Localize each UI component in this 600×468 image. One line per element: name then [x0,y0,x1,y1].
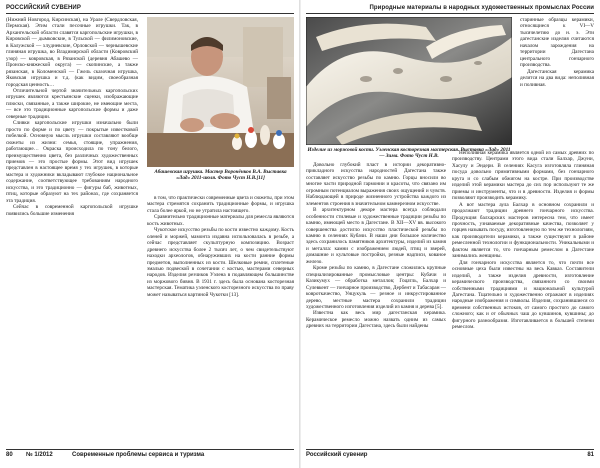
paragraph: Отличительной чертой значительных каргопольских игрушек являются крестьянские сценки, изображающие плюски, связанные, а также широкие, не имеющие места, — все это традиционные каргопольские формы и даже северные традиции. [6,87,138,120]
right-top-rule [306,13,594,14]
bone-carving-photo [306,17,512,145]
left-running-head: РОССИЙСКИЙ СУВЕНИР [6,5,81,11]
left-column-2 [147,195,294,447]
paragraph: Для гончарного искусства является то, что почти все основные цеха были известны на весь Кавказ. Составители изделий, а также изделия древности, изготовление керамического производства, связанного со своими собственными традициями и национальной культурой Дагестана. Тщательно и художественно отражают в изделиях народные изображения и символы. Изделия, сохранившиеся со времени собственных истоков, от самого простого до самого сложного; как и от обычных чаш до кувшинов, кувшины; до фигурного разнообразия. Изготавливается в большей степени ремеслом. [452,259,594,331]
paragraph: Кроме резьбы по камню, в Дагестане сложились крупные специализированные промысловые центры: Кубачи и Казикумух — обработка металлов; Гоцатль, Балхар и Сулевкент — гончарное производство, Дербент и Табасаран — ковроткачество, Унцукуль — резное и инкрустированное дерево, местные мастера сохранили традиции художественного изготовления изделий из камня и дерева [5]. [306,265,446,310]
left-bottom-rule [6,449,294,450]
paragraph: Сливки каргопольские игрушки изначально были просто по форме и по цвету — покрытые известковой побелкой. Основную мысль игрушки составляют вообще сюжеты из жизни: семья, стоящие, упражнения, работающие… Окраска происходила по тону белого, преимущественно цвета, без различных художественных приемов — это простые формы. Этот вид игрушек представлен в настоящее время у тех игрушек, в которые мастера и художники вкладывают глубокое национальное содержание, соответствующее требованиям народного искусства, и это традиционно — фигуры баб, животных, птиц, которые образуют на тех районах, где сохраняется эта традиция. [6,120,138,204]
paragraph: А вот мастера аула Балхар в основном сохранили и продолжают традиции древнего гончарного искусства. Продукция балхарских мастеров интересна тем, что имеет прочность, узнаваемые декоративные качества, позволяет у горцев называть посуду, изготовленную по тем же технологиям, как производители керамики, а также существуют в районе ремесленной технологии и функциональности. Уникальными и фактом является то, что гончарным ремеслом в Дагестане занимались женщины. [452,201,594,260]
issue-number: № 1/2012 [26,452,53,458]
paragraph: Неполивная керамика является одной из самых древних по производству. Центрами этого вида стали Балхар, Джуни, Хасулу и Эндери. В селениях Касуга изготовляла глиняная посуда довольно примитивными формами, без гончарного круга и со слабым обжигом на костре. При производстве изделий этой керамики мастера до сих пор используют те же приемы и инструменты, что и в древности. Изделия и формы позволяют производить керамику. [452,150,594,202]
right-bottom-rule [306,449,594,450]
journal-title: Современные проблемы сервиса и туризма [72,452,205,458]
craftsman-photo [147,17,294,167]
left-page-number: 80 [6,452,13,458]
right-column-2-top [520,17,594,162]
right-page-number: 81 [587,452,594,458]
paragraph: Сейчас в современной каргопольской игрушке появились большие изменения [6,204,138,217]
left-photo-caption: Абашевская игрушка. Мастер Воронёнков В.А. Выставка «Лад» 2011-июля. Фото Чуст Н.В.[11] [154,169,287,182]
right-column-2 [452,150,594,447]
left-top-rule [6,13,294,14]
paragraph: Дагестанская керамика делится на два вида: неполивная и поливная. [520,68,594,88]
right-page [300,0,600,468]
right-footer-label: Российский сувенир [306,452,368,458]
left-column-1 [6,17,138,447]
craftsman-photo-image [147,17,294,167]
paragraph: (Нижний Новгород, Кирсинская), на Урале (Свердловская, Пермская). Этим стали песочные игрушки. Так, в Архангельской области славятся каргопольские игрушки, в Кировской — дымковские, в Тульской — филимоновские, в Калужской — хлудневские, Орловской — чернышевские глиняная игрушка, во Владимирской области (Ковровский узор) — ковровская, в Рязанской (деревня Абашево — Пронско-княжеской округа) — скопинские, а также рязанская, в Коломенской — Гжель сказочная игрушка, Яковская игрушка и т.д. (как видим, своеобразная городская ценность… [6,17,138,88]
paragraph: В архитектурном декоре мастера всегда соблюдали особенности стилевые и художественные традиции резьбы по камню, имеющей место в Дагестане. В XII—XV вв. высокого совершенства достигло искусство пластической резьбы по камню в селениях Кубачи. В наши дни большое количество здесь сохранилось памятников архитектуры, изделий из камня и металла: камни с изображением людей, птиц и зверей, домашние и культовые постройки, резные надписи, кованое железо. [306,207,446,265]
paragraph: Известна как весь мир дагестанская керамика. Керамическое ремесло можно назвать одним из самых древних на территории Дагестана, здесь были найдены [306,310,446,330]
paragraph: Чукотское искусство резьбы по кости известно каждому. Кость оленей и моржей, мамонта издавна использовалась в резьбе, а сейчас представляет скульптурную композицию. Возраст древнего искусства более 2 тысяч лет, о чем свидетельствуют находки археологов, обнаруживших на кости ранние формы предметов, выполненных из кости. Шелковые ремни, сплетеные эмалью подвеской в сочетании с костью, мастерами северных народов. Изделия резчиков Уэлена в подавляющем большинстве из моржового бивня. В 1931 г. здесь была основана косторезная мастерская. Тематика уэленского косторезного искусства по праву может называться картиной Чукотки [13]. [147,227,294,298]
paragraph: Довольно глубокий пласт в истории декоративно-прикладного искусства народностей Дагестана также составляет искусство резьбы по камню. Горцы вносили во многие части природной гармонии и красоты, что связано им огромным потенциалом выражения своих ощущений и чувств. Наблюдающей в природе жизненного устройства каждого из элементов строения в значительном камнерезном искусстве. [306,162,446,207]
paragraph: Сравнительно традиционные материалы для ремесла являются кость животных. [147,214,294,227]
right-running-head: Природные материалы в народных художественных промыслах России [369,5,594,11]
paragraph: в том, что практически современные цвета и сюжеты, при этом мастера стремятся сохранить традиционные формы, и игрушка стала более яркой, но не утратила настоящего. [147,195,294,214]
right-photo-caption: Изделие из моржовой кости. Уэленская косторезная мастерская. Выставка «Лад» 2011 — Зима. Фото Чуст Н.В. [307,147,511,160]
right-column-1 [306,162,446,447]
paragraph: старинные образцы керамики, относящиеся к VI—V тысячелетию до н. э. Эти дагестанские изделия считаются началом зарождения на территории Дагестана центрального гончарного производства. [520,17,594,69]
bone-carving-photo-image [306,17,512,145]
